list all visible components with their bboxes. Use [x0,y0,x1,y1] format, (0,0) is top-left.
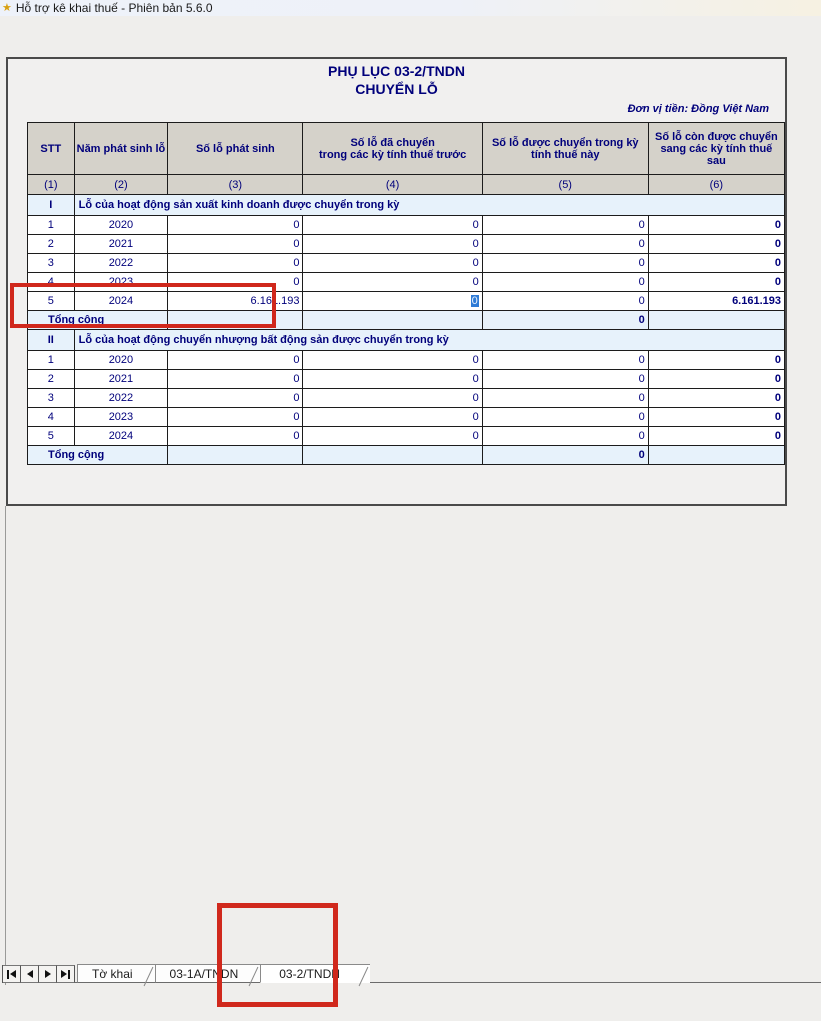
total-this-period-value: 0 [482,446,648,465]
total-label: Tổng cộng [28,311,168,330]
cell-loss-remaining: 0 [648,389,784,408]
cell-year: 2020 [74,216,168,235]
tab-nav-first-button[interactable] [3,965,21,983]
cell-stt: 2 [28,235,75,254]
data-row-I-2020 [28,216,785,235]
cell-loss-incurred-input[interactable]: 0 [168,235,303,254]
tab-nav-buttons [2,965,75,983]
column-number-col2: (2) [74,175,168,195]
mdi-left-edge [5,506,6,985]
total-row-II [28,446,785,465]
column-number-col6: (6) [648,175,784,195]
cell-loss-incurred-input[interactable]: 0 [168,351,303,370]
sheet-tab-03-2-tndn[interactable]: 03-2/TNDN [260,964,370,983]
selected-cell-text[interactable]: 0 [471,295,478,307]
total-empty-cell [168,446,303,465]
header-cell-col1: STT [28,123,75,175]
cell-year: 2024 [74,427,168,446]
cell-stt: 5 [28,292,75,311]
highlight-rect-tab-03-2 [217,903,338,1007]
cell-loss-incurred-input[interactable]: 6.161.193 [168,292,303,311]
form-title-line2: CHUYỂN LỖ [355,81,438,97]
cell-loss-incurred-input[interactable]: 0 [168,370,303,389]
cell-year: 2023 [74,273,168,292]
cell-loss-carried-this-period-input[interactable]: 0 [482,351,648,370]
section-row-I [28,195,785,216]
cell-loss-carried-this-period-input[interactable]: 0 [482,292,648,311]
tab-nav-next-button[interactable] [39,965,57,983]
cell-loss-incurred-input[interactable]: 0 [168,427,303,446]
cell-year: 2022 [74,389,168,408]
data-row-I-2022 [28,254,785,273]
cell-loss-incurred-input[interactable]: 0 [168,408,303,427]
cell-loss-carried-this-period-input[interactable]: 0 [482,216,648,235]
data-row-II-2022 [28,389,785,408]
section-id: II [28,330,75,351]
cell-loss-carried-prior-input[interactable]: 0 [303,370,482,389]
cell-loss-carried-prior-input[interactable]: 0 [303,427,482,446]
window-title: Hỗ trợ kê khai thuế - Phiên bản 5.6.0 [15,1,213,15]
table-header-row [28,123,785,175]
form-panel [6,57,787,506]
cell-year: 2021 [74,235,168,254]
cell-loss-remaining: 0 [648,351,784,370]
column-number-col4: (4) [303,175,482,195]
cell-year: 2024 [74,292,168,311]
cell-loss-incurred-input[interactable]: 0 [168,273,303,292]
cell-stt: 5 [28,427,75,446]
window-titlebar [0,0,821,16]
total-this-period-value: 0 [482,311,648,330]
cell-year: 2020 [74,351,168,370]
sheet-tab-t-khai[interactable]: Tờ khai [77,964,155,983]
cell-loss-remaining: 0 [648,216,784,235]
cell-stt: 3 [28,389,75,408]
tab-nav-last-button[interactable] [57,965,75,983]
cell-loss-carried-prior-input[interactable]: 0 [303,216,482,235]
sheet-tab-03-1a-tndn[interactable]: 03-1A/TNDN [155,964,261,983]
cell-loss-carried-this-period-input[interactable]: 0 [482,427,648,446]
cell-year: 2022 [74,254,168,273]
highlight-rect-row-2024 [10,283,276,328]
cell-loss-carried-this-period-input[interactable]: 0 [482,408,648,427]
cell-loss-carried-this-period-input[interactable]: 0 [482,389,648,408]
cell-loss-remaining: 0 [648,254,784,273]
cell-stt: 1 [28,216,75,235]
cell-loss-remaining: 0 [648,235,784,254]
last-icon [61,970,67,978]
cell-loss-remaining: 0 [648,408,784,427]
data-row-II-2021 [28,370,785,389]
header-cell-col6: Số lỗ còn được chuyển sang các kỳ tính thuế sau [648,123,784,175]
previous-icon [27,970,33,978]
cell-loss-carried-this-period-input[interactable]: 0 [482,273,648,292]
cell-loss-carried-prior-input[interactable]: 0 [303,351,482,370]
cell-loss-carried-prior-input[interactable]: 0 [303,389,482,408]
tab-nav-previous-button[interactable] [21,965,39,983]
app-icon: ★ [2,1,12,14]
column-number-col5: (5) [482,175,648,195]
total-empty-cell [648,446,784,465]
cell-loss-carried-this-period-input[interactable]: 0 [482,254,648,273]
section-row-II [28,330,785,351]
cell-loss-remaining: 6.161.193 [648,292,784,311]
cell-stt: 4 [28,273,75,292]
cell-year: 2021 [74,370,168,389]
cell-loss-remaining: 0 [648,370,784,389]
currency-note: Đơn vị tiền: Đồng Việt Nam [627,103,769,115]
cell-loss-incurred-input[interactable]: 0 [168,216,303,235]
cell-loss-remaining: 0 [648,273,784,292]
cell-stt: 2 [28,370,75,389]
total-label: Tổng cộng [28,446,168,465]
section-id: I [28,195,75,216]
cell-loss-carried-prior-input[interactable]: 0 [303,408,482,427]
form-title-line1: PHỤ LỤC 03-2/TNDN [328,63,465,79]
cell-loss-incurred-input[interactable]: 0 [168,254,303,273]
header-cell-col2: Năm phát sinh lỗ [74,123,168,175]
data-row-I-2021 [28,235,785,254]
total-empty-cell [303,311,482,330]
section-title: Lỗ của hoạt động chuyển nhượng bất động sản được chuyển trong kỳ [74,330,784,351]
section-title: Lỗ của hoạt động sản xuất kinh doanh được chuyển trong kỳ [74,195,784,216]
cell-loss-carried-this-period-input[interactable]: 0 [482,370,648,389]
cell-loss-carried-prior-input[interactable] [303,292,482,311]
data-row-II-2020 [28,351,785,370]
column-number-col1: (1) [28,175,75,195]
cell-stt: 1 [28,351,75,370]
header-cell-col5: Số lỗ được chuyển trong kỳ tính thuế này [482,123,648,175]
data-row-II-2023 [28,408,785,427]
cell-loss-carried-this-period-input[interactable]: 0 [482,235,648,254]
total-empty-cell [648,311,784,330]
cell-loss-incurred-input[interactable]: 0 [168,389,303,408]
cell-stt: 3 [28,254,75,273]
column-number-row [28,175,785,195]
cell-year: 2023 [74,408,168,427]
column-number-col3: (3) [168,175,303,195]
cell-loss-remaining: 0 [648,427,784,446]
total-empty-cell [303,446,482,465]
header-cell-col3: Số lỗ phát sinh [168,123,303,175]
cell-loss-carried-prior-input[interactable]: 0 [303,273,482,292]
first-icon [7,970,9,979]
cell-stt: 4 [28,408,75,427]
header-cell-col4: Số lỗ đã chuyển trong các kỳ tính thuế trước [303,123,482,175]
cell-loss-carried-prior-input[interactable]: 0 [303,235,482,254]
next-icon [45,970,51,978]
data-row-II-2024 [28,427,785,446]
cell-loss-carried-prior-input[interactable]: 0 [303,254,482,273]
